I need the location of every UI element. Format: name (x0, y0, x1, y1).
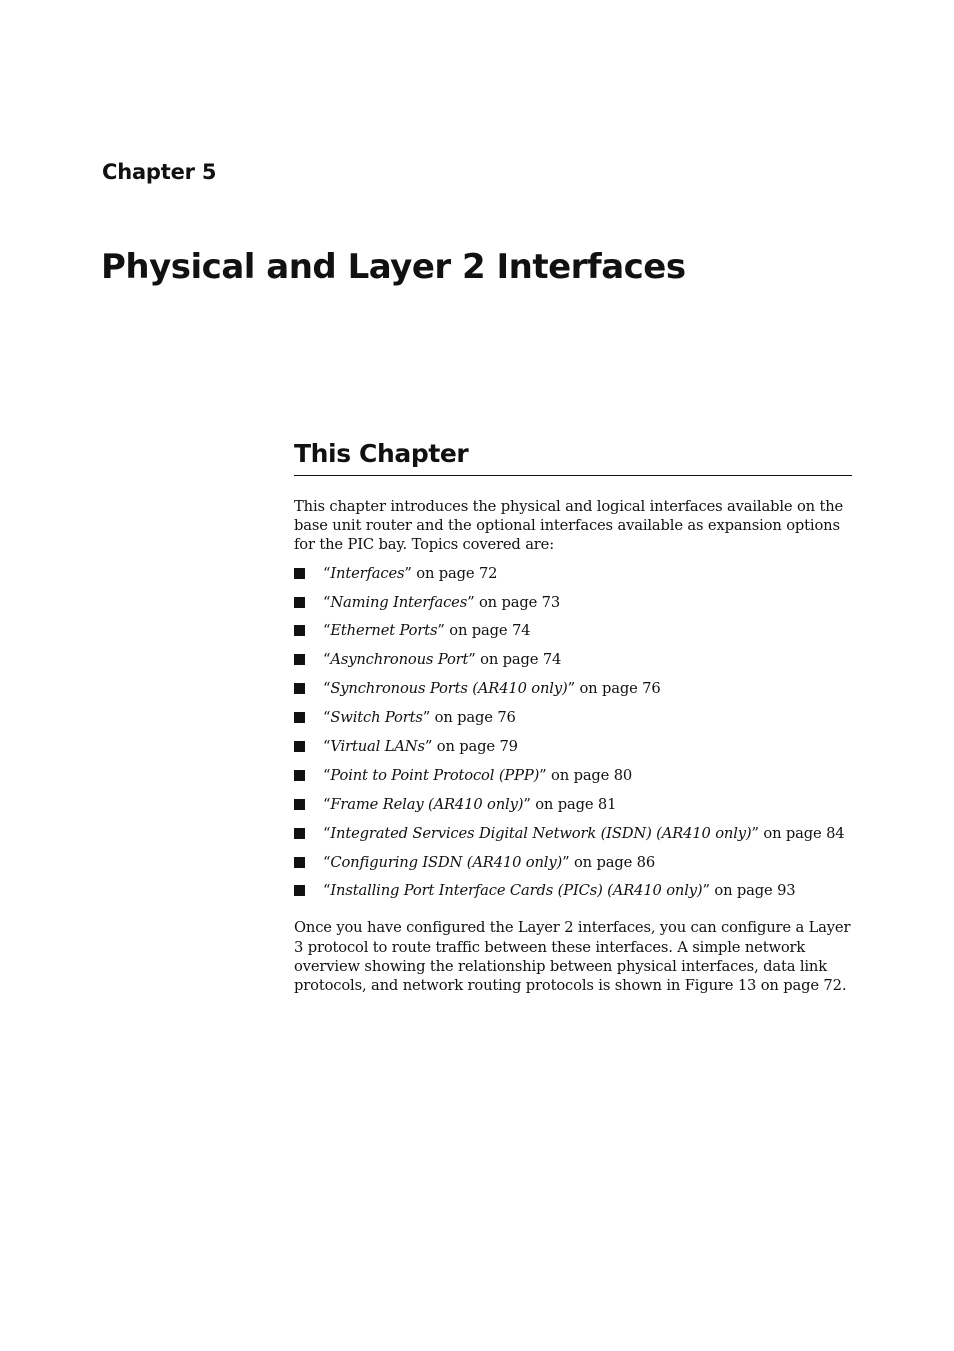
square-bullet-icon (294, 683, 305, 694)
topic-item[interactable]: “Ethernet Ports” on page 74 (294, 621, 852, 650)
topic-page-ref: on page 80 (546, 766, 633, 784)
square-bullet-icon (294, 828, 305, 839)
topic-title: Point to Point Protocol (PPP) (330, 766, 540, 784)
topic-title: Virtual LANs (330, 737, 425, 755)
topic-page-ref: on page 76 (574, 680, 661, 698)
topic-page-ref: on page 74 (444, 622, 531, 640)
closing-paragraph: Once you have configured the Layer 2 interfaces, you can configure a Layer 3 protocol to route traffic between these interfaces. A simple network overview showing the relationship between physical interfaces, data link protocols, and network routing protocols is shown in Figure 13 on page 72. (294, 919, 851, 994)
topic-item[interactable]: “Asynchronous Port” on page 74 (294, 650, 852, 679)
square-bullet-icon (294, 741, 305, 752)
topic-list (294, 564, 852, 911)
topic-item[interactable]: “Synchronous Ports (AR410 only)” on page 76 (294, 679, 852, 708)
square-bullet-icon (294, 568, 305, 579)
chapter-title: Physical and Layer 2 Interfaces (101, 247, 686, 287)
topic-item[interactable]: “Frame Relay (AR410 only)” on page 81 (294, 795, 852, 824)
square-bullet-icon (294, 799, 305, 810)
topic-title: Configuring ISDN (AR410 only) (330, 853, 563, 871)
topic-item[interactable]: “Installing Port Interface Cards (PICs) (AR410 only)” on page 93 (294, 881, 852, 910)
topic-title: Synchronous Ports (AR410 only) (330, 680, 568, 698)
topic-item[interactable]: “Configuring ISDN (AR410 only)” on page 86 (294, 853, 852, 882)
topic-title: Interfaces (330, 564, 405, 582)
chapter-label: Chapter 5 (102, 160, 217, 184)
topic-page-ref: on page 73 (474, 593, 561, 611)
topic-item[interactable]: “Naming Interfaces” on page 73 (294, 593, 852, 622)
topic-page-ref: on page 72 (411, 564, 498, 582)
topic-title: Naming Interfaces (330, 593, 468, 611)
topic-title: Asynchronous Port (330, 651, 469, 669)
intro-paragraph: This chapter introduces the physical and logical interfaces available on the base unit router and the optional interfaces available as expansion options for the PIC bay. Topics covered are: (294, 498, 844, 554)
square-bullet-icon (294, 597, 305, 608)
topic-item[interactable]: “Integrated Services Digital Network (ISDN) (AR410 only)” on page 84 (294, 824, 852, 853)
topic-title: Integrated Services Digital Network (ISDN) (AR410 only) (330, 824, 752, 842)
square-bullet-icon (294, 885, 305, 896)
square-bullet-icon (294, 857, 305, 868)
topic-page-ref: on page 79 (432, 737, 518, 755)
section-heading: This Chapter (294, 437, 852, 476)
topic-page-ref: on page 84 (758, 824, 845, 842)
topic-title: Switch Ports (330, 709, 423, 727)
topic-page-ref: on page 93 (709, 882, 796, 900)
this-chapter-section (294, 437, 852, 995)
topic-item[interactable]: “Virtual LANs” on page 79 (294, 737, 852, 766)
topic-page-ref: on page 86 (569, 853, 656, 871)
topic-title: Installing Port Interface Cards (PICs) (AR410 only) (330, 882, 703, 900)
topic-item[interactable]: “Interfaces” on page 72 (294, 564, 852, 593)
square-bullet-icon (294, 654, 305, 665)
topic-item[interactable]: “Point to Point Protocol (PPP)” on page 80 (294, 766, 852, 795)
square-bullet-icon (294, 712, 305, 723)
topic-item[interactable]: “Switch Ports” on page 76 (294, 708, 852, 737)
topic-page-ref: on page 76 (430, 709, 516, 727)
square-bullet-icon (294, 625, 305, 636)
topic-title: Frame Relay (AR410 only) (330, 795, 524, 813)
topic-page-ref: on page 81 (530, 795, 617, 813)
topic-title: Ethernet Ports (330, 622, 438, 640)
square-bullet-icon (294, 770, 305, 781)
topic-page-ref: on page 74 (475, 651, 562, 669)
